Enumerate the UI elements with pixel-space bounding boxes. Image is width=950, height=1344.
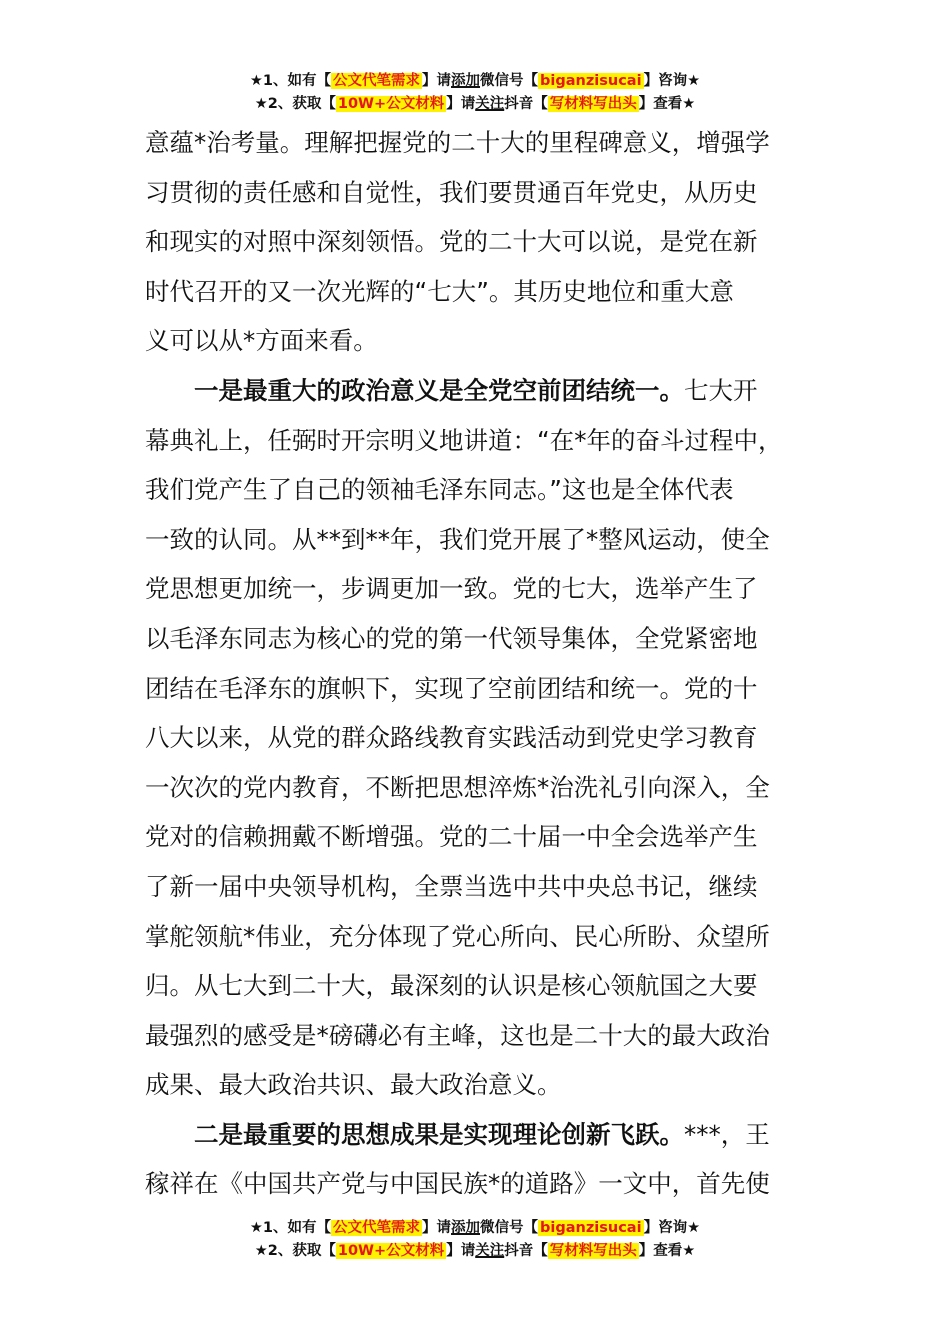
paragraph-1 (145, 118, 825, 366)
banner-line-2 (0, 1240, 950, 1263)
banner-text: 】请 (446, 96, 476, 112)
text-line: 幕典礼上，任弼时开宗明义地讲道：“在*年的奋斗过程中， (145, 425, 783, 455)
document-body (145, 118, 825, 1209)
banner-line-1 (0, 70, 950, 93)
text-line: 时代召开的又一次光辉的“七大”。其历史地位和重大意 (145, 276, 734, 306)
text-line: 团结在毛泽东的旗帜下，实现了空前团结和统一。党的十 (145, 673, 758, 703)
text-line: 掌舵领航*伟业，充分体现了党心所向、民心所盼、众望所 (145, 921, 770, 951)
text-line: 成果、最大政治共识、最大政治意义。 (145, 1070, 562, 1100)
footer-banner (0, 1217, 950, 1263)
banner-emphasis: 添加 (451, 1220, 481, 1236)
text-line (145, 1110, 825, 1160)
banner-text: ★2、获取【 (254, 96, 336, 112)
banner-highlight: biganzisucai (540, 73, 642, 89)
banner-text: 】请 (422, 73, 452, 89)
banner-highlight: 写材料写出头 (549, 96, 637, 112)
banner-highlight: 写材料写出头 (549, 1243, 637, 1259)
banner-text: 】请 (422, 1220, 452, 1236)
text-line: 最强烈的感受是*磅礴必有主峰，这也是二十大的最大政治 (145, 1020, 770, 1050)
text-run: ***，王 (684, 1119, 770, 1149)
text-line: 八大以来，从党的群众路线教育实践活动到党史学习教育 (145, 723, 758, 753)
banner-emphasis: 添加 (451, 73, 481, 89)
banner-text: ★1、如有【 (249, 1220, 332, 1236)
text-line (145, 366, 825, 416)
text-line: 以毛泽东同志为核心的党的第一代领导集体，全党紧密地 (145, 623, 758, 653)
banner-emphasis: 关注 (475, 96, 505, 112)
banner-text: 抖音【 (504, 1243, 548, 1259)
text-line: 党思想更加统一，步调更加一致。党的七大，选举产生了 (145, 574, 758, 604)
text-line: 和现实的对照中深刻领悟。党的二十大可以说，是党在新 (145, 227, 758, 257)
banner-emphasis: 关注 (475, 1243, 505, 1259)
banner-line-2 (0, 93, 950, 116)
text-line: 义可以从*方面来看。 (145, 326, 378, 356)
banner-text: 】查看★ (638, 1243, 696, 1259)
text-line: 一次次的党内教育，不断把思想淬炼*治洗礼引向深入，全 (145, 772, 770, 802)
text-line: 稼祥在《中国共产党与中国民族*的道路》一文中，首先使 (145, 1169, 770, 1199)
banner-text: ★1、如有【 (249, 73, 332, 89)
banner-text: 】查看★ (638, 96, 696, 112)
section-heading: 二是最重要的思想成果是实现理论创新飞跃。 (194, 1119, 684, 1149)
banner-text: 微信号【 (480, 1220, 539, 1236)
banner-text: 微信号【 (480, 73, 539, 89)
text-line: 习贯彻的责任感和自觉性，我们要贯通百年党史，从历史 (145, 177, 758, 207)
header-banner (0, 70, 950, 116)
banner-highlight: 公文代笔需求 (333, 73, 421, 89)
banner-highlight: 公文代笔需求 (333, 1220, 421, 1236)
text-line: 意蕴*治考量。理解把握党的二十大的里程碑意义，增强学 (145, 128, 770, 157)
banner-highlight: biganzisucai (540, 1220, 642, 1236)
text-line: 归。从七大到二十大，最深刻的认识是核心领航国之大要 (145, 971, 758, 1001)
text-line: 一致的认同。从**到**年，我们党开展了*整风运动，使全 (145, 524, 770, 554)
paragraph-2 (145, 366, 825, 1110)
paragraph-3 (145, 1110, 825, 1209)
banner-text: 】请 (446, 1243, 476, 1259)
banner-highlight: 10W+公文材料 (337, 96, 445, 112)
text-line: 党对的信赖拥戴不断增强。党的二十届一中全会选举产生 (145, 822, 758, 852)
text-run: 七大开 (684, 375, 758, 405)
banner-text: ★2、获取【 (254, 1243, 336, 1259)
banner-line-1 (0, 1217, 950, 1240)
banner-text: 抖音【 (504, 96, 548, 112)
text-line: 了新一届中央领导机构，全票当选中共中央总书记，继续 (145, 871, 758, 901)
banner-highlight: 10W+公文材料 (337, 1243, 445, 1259)
text-line: 我们党产生了自己的领袖毛泽东同志。”这也是全体代表 (145, 475, 734, 505)
banner-text: 】咨询★ (643, 1220, 701, 1236)
section-heading: 一是最重大的政治意义是全党空前团结统一。 (194, 375, 684, 405)
banner-text: 】咨询★ (643, 73, 701, 89)
